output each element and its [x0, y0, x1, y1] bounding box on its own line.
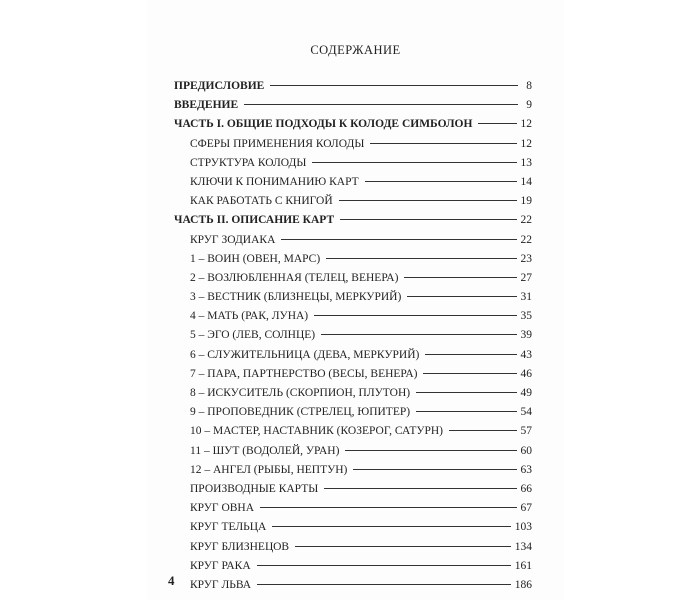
toc-entry	[174, 518, 532, 537]
toc-leader	[370, 143, 516, 144]
toc-entry	[174, 499, 532, 518]
toc-entry-page: 12	[520, 137, 532, 150]
toc-entry-label: КЛЮЧИ К ПОНИМАНИЮ КАРТ	[190, 175, 359, 188]
toc-entry	[174, 269, 532, 288]
toc-entry-page: 66	[520, 482, 532, 495]
toc-entry	[174, 288, 532, 307]
toc-entry	[174, 135, 532, 154]
toc-entry	[174, 422, 532, 441]
book-page	[148, 0, 563, 600]
toc-entry-label: ПРОИЗВОДНЫЕ КАРТЫ	[190, 482, 319, 495]
toc-leader	[257, 584, 511, 585]
toc-entry-label: КРУГ ОВНА	[190, 502, 255, 515]
toc-entry	[174, 250, 532, 269]
toc-leader	[416, 411, 516, 412]
toc-entry-page: 57	[520, 425, 532, 438]
toc-entry-label: 5 – ЭГО (ЛЕВ, СОЛНЦЕ)	[190, 329, 316, 342]
toc-leader	[340, 219, 516, 220]
toc-entry-page: 27	[520, 271, 532, 284]
toc-leader	[404, 277, 516, 278]
toc-entry	[174, 480, 532, 499]
toc-entry-page: 12	[520, 118, 532, 131]
toc-leader	[324, 488, 516, 489]
toc-entry-page: 54	[520, 406, 532, 419]
toc-entry	[174, 192, 532, 211]
toc-leader	[295, 546, 511, 547]
toc-leader	[272, 526, 510, 527]
toc-entry-page: 60	[520, 444, 532, 457]
toc-entry-page: 103	[514, 521, 532, 534]
toc-entry	[174, 211, 532, 230]
toc-entry	[174, 538, 532, 557]
toc-leader	[281, 239, 516, 240]
toc-entry-page: 186	[514, 578, 532, 591]
toc-leader	[353, 469, 516, 470]
toc-entry	[174, 326, 532, 345]
toc-entry-page: 43	[520, 348, 532, 361]
toc-entry	[174, 96, 532, 115]
toc-entry-page: 8	[526, 80, 532, 92]
toc-entry-label: 4 – МАТЬ (РАК, ЛУНА)	[190, 310, 309, 323]
toc-entry-label: ПРЕДИСЛОВИЕ	[174, 80, 265, 92]
toc-entry-label: КАК РАБОТАТЬ С КНИГОЙ	[190, 195, 333, 208]
toc-entry-label: КРУГ ЗОДИАКА	[190, 233, 276, 246]
toc-entry-label: 11 – ШУТ (ВОДОЛЕЙ, УРАН)	[190, 444, 340, 457]
toc-leader	[314, 315, 516, 316]
toc-entry-label: 3 – ВЕСТНИК (БЛИЗНЕЦЫ, МЕРКУРИЙ)	[190, 291, 402, 304]
toc-entry-label: 8 – ИСКУСИТЕЛЬ (СКОРПИОН, ПЛУТОН)	[190, 387, 411, 399]
toc-leader	[321, 334, 516, 335]
toc-entry	[174, 442, 532, 461]
toc-entry-page: 35	[520, 310, 532, 323]
toc-entry	[174, 576, 532, 595]
toc-entry	[174, 173, 532, 192]
table-of-contents	[174, 77, 532, 595]
toc-entry	[174, 403, 532, 422]
toc-entry-label: СТРУКТУРА КОЛОДЫ	[190, 156, 307, 169]
toc-entry-label: ЧАСТЬ I. ОБЩИЕ ПОДХОДЫ К КОЛОДЕ СИМБОЛОН	[174, 118, 473, 131]
toc-entry	[174, 231, 532, 250]
toc-leader	[312, 162, 516, 163]
toc-leader	[416, 392, 516, 393]
toc-leader	[339, 200, 517, 201]
toc-leader	[365, 181, 517, 182]
toc-entry-label: ЧАСТЬ II. ОПИСАНИЕ КАРТ	[174, 214, 335, 227]
toc-entry-page: 22	[520, 233, 532, 246]
toc-entry	[174, 154, 532, 173]
toc-entry	[174, 346, 532, 365]
toc-entry-page: 13	[520, 156, 532, 169]
toc-entry-page: 134	[514, 540, 532, 553]
toc-entry-page: 31	[520, 291, 532, 304]
toc-entry-label: КРУГ ЛЬВА	[190, 578, 252, 591]
toc-leader	[407, 296, 516, 297]
page-title: СОДЕРЖАНИЕ	[310, 43, 401, 57]
toc-entry-label: КРУГ БЛИЗНЕЦОВ	[190, 540, 290, 553]
toc-entry	[174, 461, 532, 480]
toc-entry-page: 22	[520, 214, 532, 227]
toc-entry-label: КРУГ РАКА	[190, 559, 251, 572]
toc-entry-page: 9	[526, 99, 532, 112]
toc-entry-label: 12 – АНГЕЛ (РЫБЫ, НЕПТУН)	[190, 463, 348, 476]
toc-leader	[244, 104, 518, 105]
toc-leader	[423, 373, 516, 374]
toc-leader	[260, 507, 516, 508]
toc-entry-page: 49	[520, 387, 532, 399]
toc-entry-page: 23	[520, 252, 532, 265]
toc-entry	[174, 77, 532, 96]
toc-leader	[326, 258, 516, 259]
toc-entry	[174, 115, 532, 134]
toc-entry-page: 67	[520, 502, 532, 515]
toc-leader	[345, 450, 516, 451]
toc-entry-page: 161	[514, 559, 532, 572]
toc-leader	[425, 354, 516, 355]
toc-entry-label: 6 – СЛУЖИТЕЛЬНИЦА (ДЕВА, МЕРКУРИЙ)	[190, 348, 420, 361]
toc-leader	[478, 123, 516, 124]
toc-leader	[270, 85, 518, 86]
toc-entry-label: 10 – МАСТЕР, НАСТАВНИК (КОЗЕРОГ, САТУРН)	[190, 425, 444, 438]
toc-entry-label: 9 – ПРОПОВЕДНИК (СТРЕЛЕЦ, ЮПИТЕР)	[190, 406, 411, 419]
toc-entry-label: 7 – ПАРА, ПАРТНЕРСТВО (ВЕСЫ, ВЕНЕРА)	[190, 367, 418, 380]
toc-entry-page: 46	[520, 367, 532, 380]
toc-entry	[174, 307, 532, 326]
page-number: 4	[168, 573, 175, 588]
toc-entry-label: 2 – ВОЗЛЮБЛЕННАЯ (ТЕЛЕЦ, ВЕНЕРА)	[190, 271, 399, 284]
toc-leader	[257, 565, 511, 566]
toc-entry-label: СФЕРЫ ПРИМЕНЕНИЯ КОЛОДЫ	[190, 137, 365, 150]
toc-entry-label: 1 – ВОИН (ОВЕН, МАРС)	[190, 252, 321, 265]
toc-entry-page: 19	[520, 195, 532, 208]
toc-entry-label: КРУГ ТЕЛЬЦА	[190, 521, 267, 534]
toc-leader	[449, 430, 516, 431]
toc-entry-page: 14	[520, 175, 532, 188]
toc-entry-page: 63	[520, 463, 532, 476]
toc-entry-page: 39	[520, 329, 532, 342]
toc-entry-label: ВВЕДЕНИЕ	[174, 99, 239, 112]
toc-entry	[174, 384, 532, 403]
toc-entry	[174, 365, 532, 384]
toc-entry	[174, 557, 532, 576]
